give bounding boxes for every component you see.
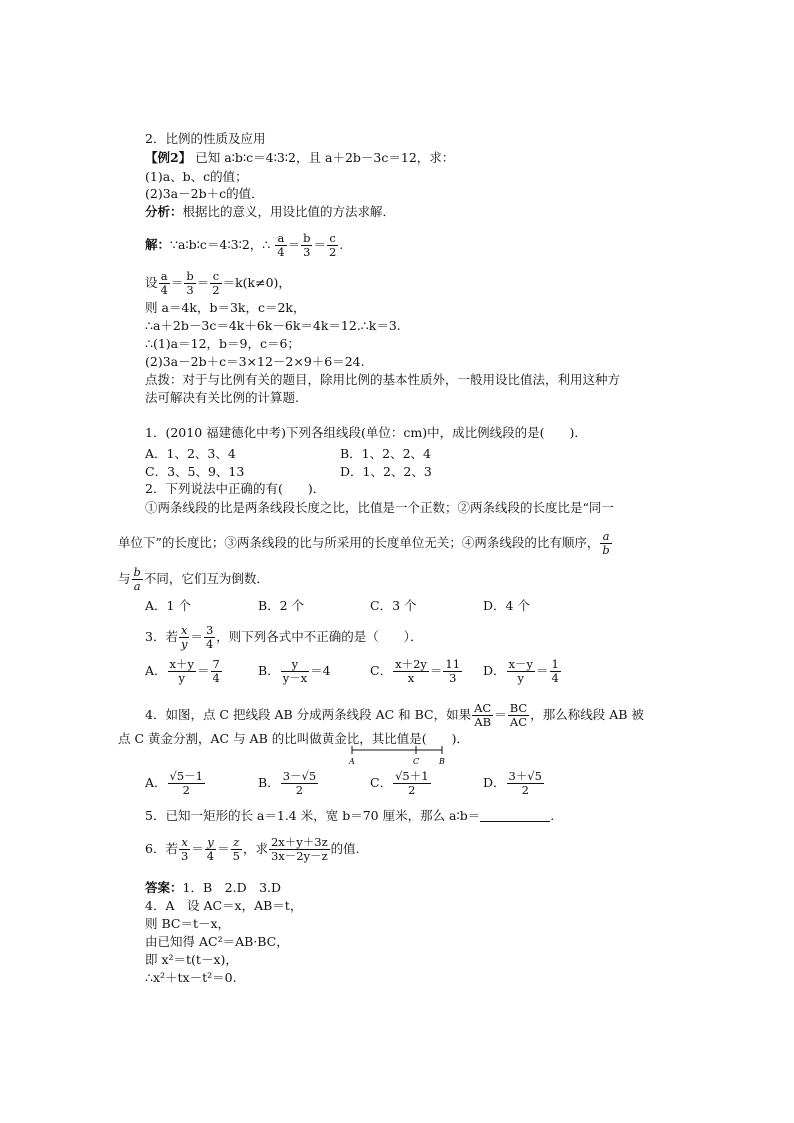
answers-line-5: 即 x²＝t(t－x)， bbox=[145, 952, 238, 967]
q2-option-c: C．3 个 bbox=[370, 598, 417, 613]
answers-line-3: 则 BC＝t－x， bbox=[145, 916, 231, 931]
section-title: 2．比例的性质及应用 bbox=[145, 131, 266, 146]
q6-stem: 6．若 $\frac{x}{3}$ ＝ $\frac{y}{4}$ ＝ $\frac{z}{5}$ ，求 $\frac{2x+y+3z}{3x-2y-z}$ 的值. bbox=[145, 835, 360, 863]
fraction-c-over-2: $\frac{c}{2}$ bbox=[212, 269, 220, 297]
q5-stem: 5．已知一矩形的长 a＝1.4 米，宽 b＝70 厘米，那么 a∶b＝ . bbox=[145, 808, 555, 823]
solution-line-2: 设 $\frac{a}{4}$ ＝ $\frac{b}{3}$ ＝ $\frac{c}{2}$ ＝k(k≠0)， bbox=[145, 269, 291, 297]
analysis-text: 根据比的意义，用设比值的方法求解． bbox=[182, 204, 396, 219]
q2-line-2: 单位下”的长度比；③两条线段的比与所采用的长度单位无关；④两条线段的比有顺序， $\frac{a}{b}$ bbox=[118, 529, 610, 557]
solution-line-6: (2)3a－2b＋c＝3×12－2×9＋6＝24. bbox=[145, 354, 365, 369]
example-stem-ratio: a∶b∶c＝4∶3∶2，且 bbox=[224, 150, 322, 165]
q2-option-d: D．4 个 bbox=[483, 598, 530, 613]
answers-line-6: ∴x²＋tx－t²＝0. bbox=[145, 970, 237, 985]
tip-line-2: 法可解决有关比例的计算题. bbox=[145, 390, 299, 405]
example-stem-eq: a＋2b－3c＝12，求： bbox=[325, 150, 455, 165]
q4-option-b: B． $\frac{3-√5}{2}$ bbox=[258, 769, 317, 797]
q4-option-a: A． $\frac{√5-1}{2}$ bbox=[145, 769, 203, 797]
example-q2: (2)3a－2b＋c的值． bbox=[145, 186, 264, 201]
q4-line-1: 4．如图，点 C 把线段 AB 分成两条线段 AC 和 BC，如果 $\frac{AC}{AB}$ ＝ $\frac{BC}{AC}$ ，那么称线段 AB 被 bbox=[145, 701, 644, 729]
q2-option-a: A．1 个 bbox=[145, 598, 191, 613]
fraction-a-over-4: $\frac{a}{4}$ bbox=[277, 231, 285, 259]
q2-line-1: ①两条线段的比是两条线段长度之比，比值是一个正数；②两条线段的长度比是“同一 bbox=[145, 500, 614, 515]
point-b-label: B bbox=[439, 757, 445, 766]
example-tag: 【例2】 bbox=[145, 150, 192, 165]
fraction-b-over-a: $\frac{b}{a}$ bbox=[133, 565, 141, 593]
answers-line-2: 4．A 设 AC＝x，AB＝t， bbox=[145, 898, 303, 913]
solution-line-3: 则 a＝4k，b＝3k，c＝2k， bbox=[145, 300, 306, 315]
fraction-a-over-4: $\frac{a}{4}$ bbox=[160, 269, 168, 297]
q1-stem: 1．(2010 福建德化中考)下列各组线段(单位：cm)中，成比例线段的是( )． bbox=[145, 425, 587, 440]
fraction-a-over-b: $\frac{a}{b}$ bbox=[602, 529, 610, 557]
analysis-label: 分析： bbox=[145, 204, 183, 219]
fraction-x-over-y: $\frac{x}{y}$ bbox=[180, 623, 188, 651]
q2-option-b: B．2 个 bbox=[258, 598, 305, 613]
fraction-b-over-3: $\frac{b}{3}$ bbox=[303, 231, 311, 259]
example-q1: (1)a、b、c的值； bbox=[145, 169, 248, 184]
golden-section-figure bbox=[346, 744, 450, 766]
example-stem-prefix: 已知 bbox=[195, 150, 221, 165]
q3-option-b: B． $\frac{y}{y-x}$ ＝4 bbox=[258, 657, 331, 685]
fraction-b-over-3: $\frac{b}{3}$ bbox=[186, 269, 194, 297]
point-c-label: C bbox=[413, 757, 420, 766]
solution-line-1: 解：∵a∶b∶c＝4∶3∶2，∴ $\frac{a}{4}$ ＝ $\frac{b}{3}$ ＝ $\frac{c}{2}$ . bbox=[145, 231, 344, 259]
example-stem bbox=[145, 150, 454, 166]
fraction-c-over-2: $\frac{c}{2}$ bbox=[328, 231, 337, 259]
q1-option-d: D．1、2、2、3 bbox=[340, 464, 432, 479]
tip-line-1: 点拨：对于与比例有关的题目，除用比例的基本性质外，一般用设比值法，利用这种方 bbox=[145, 372, 621, 387]
q1-option-b: B．1、2、2、4 bbox=[340, 446, 431, 461]
point-a-label: A bbox=[349, 757, 355, 766]
q4-option-d: D． $\frac{3+√5}{2}$ bbox=[483, 769, 542, 797]
q2-stem: 2．下列说法中正确的有( )． bbox=[145, 481, 326, 496]
answers-line-4: 由已知得 AC²＝AB·BC， bbox=[145, 934, 289, 949]
q2-line-3: 与 $\frac{b}{a}$ 不同，它们互为倒数． bbox=[118, 565, 269, 593]
solution-line-1-prefix: ∵a∶b∶c＝4∶3∶2，∴ bbox=[170, 237, 271, 252]
analysis bbox=[145, 204, 395, 220]
fraction-3-over-4: $\frac{3}{4}$ bbox=[205, 623, 214, 651]
q5-answer-blank bbox=[480, 809, 550, 822]
q1-option-a: A．1、2、3、4 bbox=[145, 446, 236, 461]
q3-option-c: C． $\frac{x+2y}{x}$ ＝ $\frac{11}{3}$ bbox=[370, 657, 461, 685]
q1-option-c: C．3、5、9、13 bbox=[145, 464, 245, 479]
q4-option-c: C． $\frac{√5+1}{2}$ bbox=[370, 769, 429, 797]
q3-stem: 3．若 $\frac{x}{y}$ ＝ $\frac{3}{4}$ ，则下列各式中不正确的是（ ）． bbox=[145, 623, 423, 651]
q3-option-a: A． $\frac{x+y}{y}$ ＝ $\frac{7}{4}$ bbox=[145, 657, 220, 685]
q3-option-d: D． $\frac{x-y}{y}$ ＝ $\frac{1}{4}$ bbox=[483, 657, 559, 685]
answers-line-1: 答案：1．B 2.D 3.D bbox=[145, 880, 282, 895]
q4-line-2: 点 C 黄金分割，AC 与 AB 的比叫做黄金比，其比值是( )． bbox=[118, 731, 469, 746]
solution-label: 解： bbox=[145, 237, 171, 252]
solution-line-4: ∴a＋2b－3c＝4k＋6k－6k＝4k＝12.∴k＝3. bbox=[145, 318, 401, 333]
solution-line-5: ∴(1)a＝12，b＝9，c＝6； bbox=[145, 336, 300, 351]
